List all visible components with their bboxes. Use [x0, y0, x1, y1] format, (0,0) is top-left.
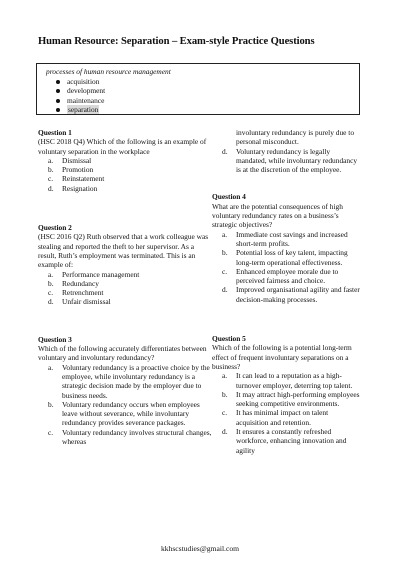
question-4 — [212, 192, 362, 304]
right-column — [212, 128, 362, 455]
options-list — [212, 147, 362, 175]
list-item: acquisition — [42, 77, 354, 86]
option-a: a. Immediate cost savings and increased short-term profits. — [222, 229, 348, 248]
options-list — [212, 371, 362, 455]
option-c: c. Enhanced employee morale due to perceived fairness and choice. — [222, 266, 339, 286]
page-title: Human Resource: Separation – Exam-style Practice Questions — [38, 36, 315, 47]
option-c: c. Retrenchment — [48, 288, 104, 298]
question-stem: (HSC 2016 Q2) Ruth observed that a work colleague was stealing and reported the theft to her supervisor. As a result, Ruth’s employment was terminated. This is an example of: — [38, 232, 209, 270]
question-heading: Question 3 — [38, 334, 72, 344]
option-c: c. Voluntary redundancy involves structural changes, whereas — [48, 427, 212, 447]
option-b: b. Voluntary redundancy occurs when employees leave without severance, while involuntary redundancy provides severance packages. — [48, 399, 200, 428]
question-heading: Question 1 — [38, 128, 72, 137]
question-stem: (HSC 2018 Q4) Which of the following is an example of voluntary separation in the workplace — [38, 137, 207, 156]
question-3-continued — [212, 128, 362, 174]
topics-box — [36, 63, 360, 115]
question-1 — [38, 128, 213, 193]
topics-caption: processes of human resource management — [46, 67, 171, 76]
option-d: d. Voluntary redundancy is legally mandated, while involuntary redundancy is at the discretion of the employee. — [222, 146, 358, 175]
question-stem: What are the potential consequences of high voluntary redundancy rates on a business’s strategic objectives? — [212, 201, 343, 230]
options-list — [38, 156, 213, 193]
question-heading: Question 4 — [212, 192, 246, 202]
list-item-highlighted: separation — [42, 105, 354, 114]
question-heading: Question 2 — [38, 223, 72, 233]
option-a: a. Dismissal — [48, 155, 92, 165]
option-b: b. Redundancy — [48, 278, 99, 288]
question-2 — [38, 223, 213, 307]
option-c: c. Reinstatement — [48, 174, 105, 184]
options-list — [38, 363, 213, 447]
footer-email: kkhscstudies@gmail.com — [160, 544, 240, 553]
option-b: b. Potential loss of key talent, impacting long-term operational effectiveness. — [222, 248, 348, 267]
topics-list — [42, 77, 354, 114]
options-list — [38, 270, 213, 307]
option-a: a. Performance management — [48, 269, 140, 279]
option-d: d. Resignation — [48, 183, 98, 193]
option-c: c. It has minimal impact on talent acquisition and retention. — [222, 408, 329, 427]
option-d: d. Unfair dismissal — [48, 297, 111, 307]
option-b: b. Promotion — [48, 165, 94, 175]
option-b: b. It may attract high-performing employees seeking competitive environments. — [222, 389, 360, 409]
option-a: a. Voluntary redundancy is a proactive choice by the employee, while involuntary redundancy is a strategic decision made by the employer due to business needs. — [48, 362, 210, 400]
question-stem: Which of the following is a potential long-term effect of frequent involuntary separations on a business? — [212, 343, 352, 371]
option-d: d. It ensures a constantly refreshed workforce, enhancing innovation and agility — [222, 427, 347, 455]
list-item: maintenance — [42, 96, 354, 105]
option-a: a. It can lead to a reputation as a high-turnover employer, deterring top talent. — [222, 371, 353, 390]
question-heading: Question 5 — [212, 334, 246, 344]
question-stem: Which of the following accurately differentiates between voluntary and involuntary redundancy? — [38, 344, 207, 363]
option-d: d. Improved organisational agility and faster decision-making processes. — [222, 285, 360, 304]
option-c-continued: involuntary redundancy is purely due to personal misconduct. — [236, 128, 355, 147]
left-column — [38, 128, 213, 446]
list-item: development — [42, 86, 354, 95]
question-5 — [212, 334, 362, 455]
options-list — [212, 230, 362, 304]
question-3 — [38, 335, 213, 447]
